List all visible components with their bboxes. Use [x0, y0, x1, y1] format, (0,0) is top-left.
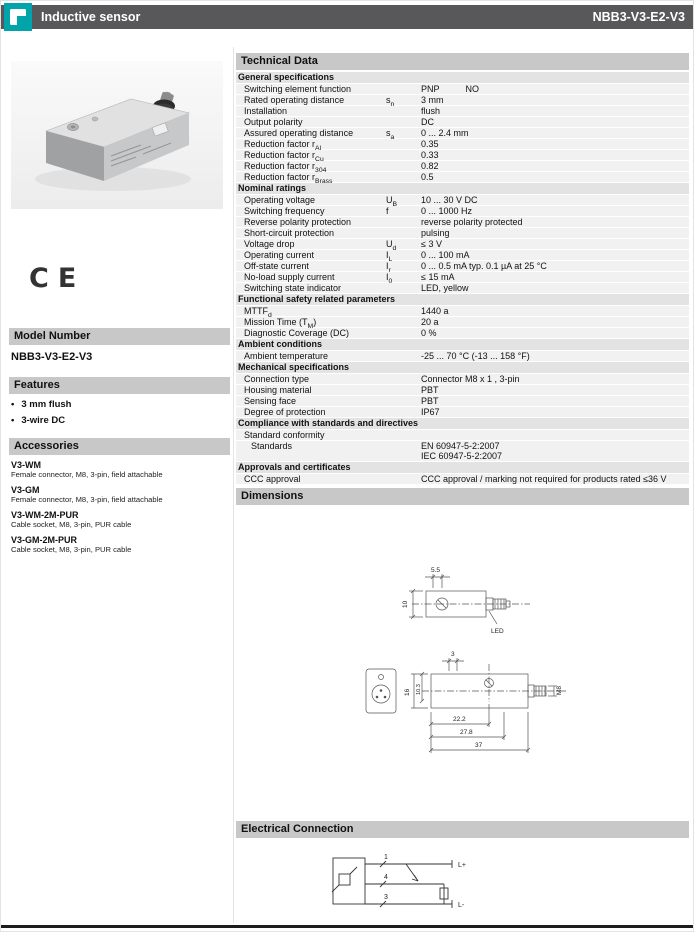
tech-row-symbol: $U_d$ — [386, 239, 397, 252]
accessory-name: V3-WM — [11, 460, 41, 470]
tech-row — [236, 261, 689, 274]
tech-row-value: CCC approval / marking not required for products rated ≤36 V — [421, 474, 667, 484]
tech-row-label: Connection type — [244, 374, 310, 384]
tech-row-value: 10 ... 30 V DC — [421, 195, 478, 205]
tech-row-symbol — [386, 385, 419, 395]
tech-row — [236, 95, 689, 108]
accessory-name: V3-GM — [11, 485, 40, 495]
tech-row-value: EN 60947-5-2:2007 IEC 60947-5-2:2007 — [421, 441, 503, 461]
tech-section-header: Nominal ratings — [236, 183, 689, 194]
tech-row-symbol — [386, 84, 419, 94]
brand-logo-icon — [4, 3, 32, 31]
tech-row — [236, 385, 689, 395]
accessory-name: V3-GM-2M-PUR — [11, 535, 78, 545]
electrical-connection-heading: Electrical Connection — [236, 821, 689, 838]
dimensions-drawing — [236, 506, 689, 816]
tech-section-header: Mechanical specifications — [236, 362, 689, 373]
l-plus-label: L+ — [458, 862, 466, 869]
tech-row-value: flush — [421, 106, 441, 116]
accessory-description: Cable socket, M8, 3-pin, PUR cable — [11, 520, 132, 529]
tech-row-symbol — [386, 374, 419, 384]
tech-row-label: Off-state current — [244, 261, 309, 271]
tech-row-label: Degree of protection — [244, 407, 326, 417]
product-photo-image — [11, 61, 223, 209]
tech-row-value: LED, yellow — [421, 283, 469, 293]
tech-row-symbol — [386, 306, 419, 316]
tech-row-label: Standards — [251, 441, 293, 451]
tech-row-value: 0.33 — [421, 150, 439, 160]
pin-4-label: 4 — [384, 874, 388, 881]
dim-label-5-5: 5.5 — [431, 567, 441, 574]
tech-row — [236, 84, 689, 94]
tech-row-symbol — [386, 474, 419, 484]
tech-row-label: Standard conformity — [244, 430, 325, 440]
dimensions-drawing-svg — [236, 506, 689, 816]
dim-label-22-2: 22.2 — [453, 716, 466, 723]
tech-row-symbol: $I_L$ — [386, 250, 393, 263]
tech-row-value: DC — [421, 117, 434, 127]
tech-row — [236, 441, 689, 461]
tech-row-symbol — [386, 228, 419, 238]
tech-row-value: reverse polarity protected — [421, 217, 523, 227]
electrical-connection-drawing — [236, 844, 689, 924]
tech-row-symbol — [386, 407, 419, 417]
tech-row-label: Sensing face — [244, 396, 297, 406]
dim-label-3: 3 — [451, 651, 455, 658]
tech-row-symbol — [386, 396, 419, 406]
feature-item: • 3-wire DC — [11, 415, 71, 426]
electrical-connection-svg — [236, 844, 689, 924]
accessory-item — [11, 510, 223, 529]
tech-row — [236, 206, 689, 216]
tech-row-label: Diagnostic Coverage (DC) — [244, 328, 350, 338]
accessory-item — [11, 485, 223, 504]
accessories-heading: Accessories — [9, 438, 230, 455]
tech-section-header: Compliance with standards and directives — [236, 418, 689, 429]
tech-section-header: Ambient conditions — [236, 339, 689, 350]
tech-section-header: Approvals and certificates — [236, 462, 689, 473]
tech-row — [236, 374, 689, 384]
dim-label-27-8: 27.8 — [460, 729, 473, 736]
tech-row-symbol: $I_0$ — [386, 272, 393, 285]
tech-row-label: Short-circuit protection — [244, 228, 335, 238]
tech-row-label: Reduction factor $r_{Cu}$ — [244, 150, 324, 163]
tech-row-value: PBT — [421, 396, 439, 406]
tech-row-value: ≤ 3 V — [421, 239, 442, 249]
tech-row-label: Mission Time $(T_M)$ — [244, 317, 317, 330]
tech-row — [236, 195, 689, 208]
tech-row-label: Switching frequency — [244, 206, 325, 216]
tech-row-symbol: $s_n$ — [386, 95, 395, 108]
tech-row — [236, 239, 689, 252]
tech-row — [236, 106, 689, 116]
tech-row-value: -25 ... 70 °C (-13 ... 158 °F) — [421, 351, 530, 361]
tech-section-header: Functional safety related parameters — [236, 294, 689, 305]
tech-row — [236, 407, 689, 417]
tech-row-label: Reduction factor $r_{Brass}$ — [244, 172, 333, 185]
tech-row — [236, 474, 689, 484]
tech-row-symbol — [386, 328, 419, 338]
top-header-bar — [1, 5, 694, 29]
tech-row-value: 1440 a — [421, 306, 449, 316]
tech-row-value: 0 ... 0.5 mA typ. 0.1 µA at 25 °C — [421, 261, 547, 271]
tech-row-symbol — [386, 106, 419, 116]
tech-row-label: Installation — [244, 106, 288, 116]
accessory-description: Female connector, M8, 3-pin, field attachable — [11, 470, 163, 479]
ce-mark: CE — [29, 263, 86, 294]
tech-row-symbol — [386, 283, 419, 293]
accessory-description: Female connector, M8, 3-pin, field attachable — [11, 495, 163, 504]
tech-row — [236, 430, 689, 440]
tech-row-value: 3 mm — [421, 95, 444, 105]
tech-row — [236, 161, 689, 174]
accessory-item — [11, 460, 223, 479]
feature-item: • 3 mm flush — [11, 399, 71, 410]
features-list — [11, 399, 71, 431]
tech-row-symbol — [386, 150, 419, 160]
tech-row-label: Output polarity — [244, 117, 303, 127]
tech-row — [236, 283, 689, 293]
tech-row-symbol — [386, 161, 419, 171]
tech-row-value: 0 ... 2.4 mm — [421, 128, 469, 138]
tech-row-label: Operating current — [244, 250, 315, 260]
tech-row-label: Reduction factor $r_{304}$ — [244, 161, 327, 174]
accessory-name: V3-WM-2M-PUR — [11, 510, 79, 520]
brand-logo — [4, 3, 32, 31]
tech-row-symbol: $I_r$ — [386, 261, 391, 274]
tech-row-symbol — [386, 139, 419, 149]
model-number-heading: Model Number — [9, 328, 230, 345]
tech-row-label: Switching state indicator — [244, 283, 342, 293]
tech-row — [236, 172, 689, 185]
pin-3-label: 3 — [384, 894, 388, 901]
dim-label-37: 37 — [475, 742, 483, 749]
dim-label-m8: M8 — [556, 685, 563, 695]
tech-row-symbol — [386, 351, 419, 361]
product-photo — [11, 61, 223, 209]
tech-row-value: PBT — [421, 385, 439, 395]
tech-row-label: CCC approval — [244, 474, 301, 484]
tech-row — [236, 250, 689, 263]
tech-row-symbol — [386, 317, 419, 327]
dimensions-heading: Dimensions — [236, 488, 689, 505]
tech-section-header: General specifications — [236, 72, 689, 83]
tech-row-value: 0 ... 1000 Hz — [421, 206, 473, 216]
page-title: Inductive sensor — [41, 10, 141, 24]
footer-rule — [1, 925, 694, 928]
tech-row-value: PNP NO — [421, 84, 480, 94]
tech-row-value — [419, 430, 689, 440]
tech-row — [236, 228, 689, 238]
tech-row-value: 0.35 — [421, 139, 439, 149]
tech-row — [236, 272, 689, 285]
model-number-value: NBB3-V3-E2-V3 — [11, 351, 93, 363]
accessory-item — [11, 535, 223, 554]
tech-row-value: 0.5 — [421, 172, 434, 182]
tech-row-symbol — [386, 117, 419, 127]
dim-label-led: LED — [491, 628, 504, 635]
tech-row-value: 20 a — [421, 317, 439, 327]
dim-label-16: 16 — [404, 688, 411, 696]
pin-1-label: 1 — [384, 854, 388, 861]
tech-row-label: Voltage drop — [244, 239, 295, 249]
dim-label-10-3: 10.3 — [416, 684, 422, 695]
tech-row-value: pulsing — [421, 228, 450, 238]
tech-row — [236, 351, 689, 361]
header-model-number: NBB3-V3-E2-V3 — [592, 10, 685, 24]
tech-row-value: ≤ 15 mA — [421, 272, 455, 282]
tech-row-label: $MTTF_d$ — [244, 306, 272, 319]
features-heading: Features — [9, 377, 230, 394]
l-minus-label: L- — [458, 902, 465, 909]
tech-row-value: IP67 — [421, 407, 440, 417]
accessories-list — [11, 460, 223, 560]
tech-row-symbol — [386, 441, 419, 461]
tech-row-label: Operating voltage — [244, 195, 316, 205]
tech-row — [236, 306, 689, 319]
dim-label-10: 10 — [402, 600, 409, 608]
tech-row — [236, 139, 689, 152]
tech-row-label: No-load supply current — [244, 272, 335, 282]
tech-row — [236, 217, 689, 227]
technical-data-table — [236, 72, 689, 485]
tech-row-label: Reverse polarity protection — [244, 217, 352, 227]
tech-row — [236, 328, 689, 338]
column-divider — [233, 47, 234, 923]
tech-row-symbol — [386, 430, 419, 440]
tech-row-label: Reduction factor $r_{Al}$ — [244, 139, 322, 152]
tech-row-label: Assured operating distance — [244, 128, 354, 138]
tech-row-value: Connector M8 x 1 , 3-pin — [421, 374, 520, 384]
tech-row-label: Ambient temperature — [244, 351, 329, 361]
tech-row-symbol: $s_a$ — [386, 128, 395, 141]
accessory-description: Cable socket, M8, 3-pin, PUR cable — [11, 545, 132, 554]
tech-row-symbol: f — [386, 206, 389, 216]
tech-row-value: 0 % — [421, 328, 437, 338]
tech-row — [236, 396, 689, 406]
technical-data-heading: Technical Data — [236, 53, 689, 70]
tech-row — [236, 317, 689, 330]
tech-row-value: 0 ... 100 mA — [421, 250, 470, 260]
tech-row — [236, 150, 689, 163]
tech-row-symbol — [386, 217, 419, 227]
tech-row-value: 0.82 — [421, 161, 439, 171]
tech-row — [236, 128, 689, 141]
tech-row-label: Switching element function — [244, 84, 352, 94]
tech-row — [236, 117, 689, 127]
tech-row-label: Rated operating distance — [244, 95, 345, 105]
tech-row-label: Housing material — [244, 385, 312, 395]
tech-row-symbol — [386, 172, 419, 182]
tech-row-symbol: $U_B$ — [386, 195, 398, 208]
